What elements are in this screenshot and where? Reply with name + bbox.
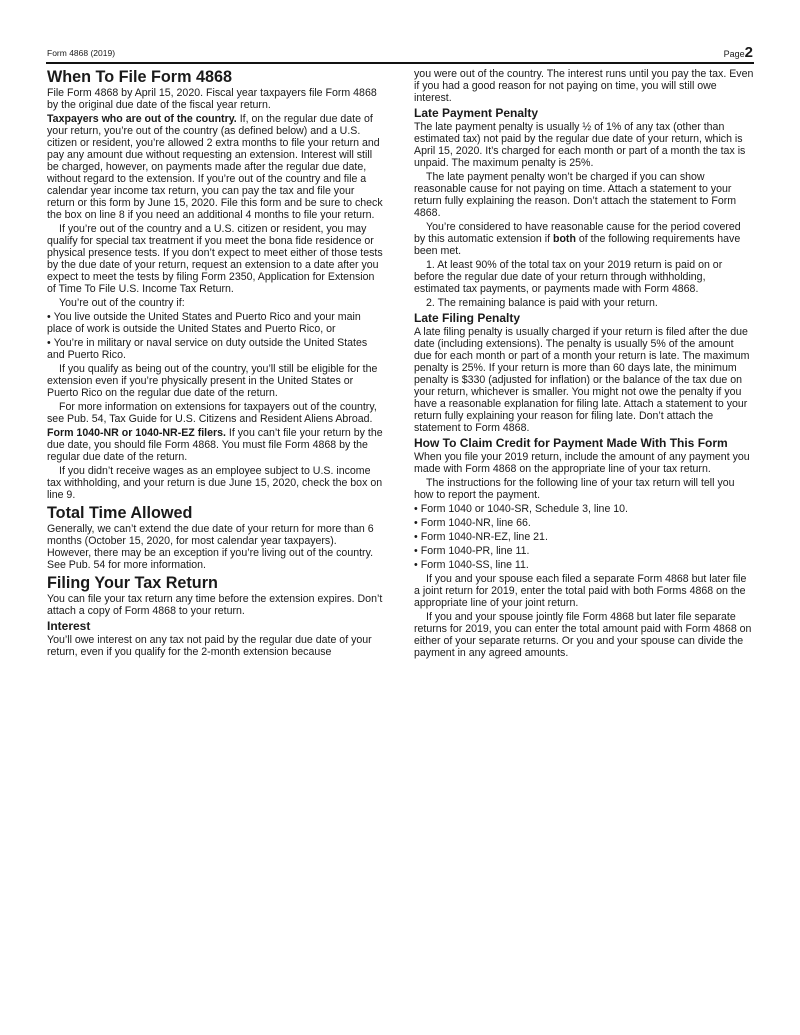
paragraph: you were out of the country. The interest runs until you pay the tax. Even if you had a good reason for not paying on time, you will still owe interest. bbox=[414, 68, 754, 104]
bullet-item: • You’re in military or naval service on duty outside the United States and Puerto Rico. bbox=[47, 337, 383, 361]
paragraph: If you and your spouse jointly file Form 4868 but later file separate returns for 2019, you can enter the total amount paid with Form 4868 on either of your separate returns. Or you and your spouse can divide the payment in any agreed amounts. bbox=[414, 611, 752, 659]
paragraph: If you qualify as being out of the country, you’ll still be eligible for the extension even if you’re physically present in the United States or Puerto Rico on the regular due date of the return. bbox=[47, 363, 378, 399]
subsection-title-interest: Interest bbox=[47, 619, 91, 633]
form-label: Form 4868 (2019) bbox=[47, 48, 116, 58]
paragraph: You’re out of the country if: bbox=[59, 297, 185, 309]
subsection-title-late-filing: Late Filing Penalty bbox=[414, 311, 521, 325]
paragraph: The late payment penalty is usually ½ of 1% of any tax (other than estimated tax) not paid by the regular due date of your return, which is April 15, 2020. It’s charged for each month or part of a month the tax is unpaid. The maximum penalty is 25%. bbox=[414, 121, 746, 169]
bullet-item: • Form 1040-NR, line 66. bbox=[414, 517, 754, 529]
bullet-item: • Form 1040-PR, line 11. bbox=[414, 545, 754, 557]
paragraph-text: If you can’t file your return by the due date, you should file Form 4868. You must file Form 4868 by the regular due date of the return. bbox=[47, 427, 383, 463]
paragraph-text: You’re considered to have reasonable cause for the period covered by this automatic extension if bbox=[414, 221, 741, 245]
paragraph: The instructions for the following line of your tax return will tell you how to report the payment. bbox=[414, 477, 735, 501]
paragraph: File Form 4868 by April 15, 2020. Fiscal year taxpayers file Form 4868 by the original due date of the fiscal year return. bbox=[47, 87, 377, 111]
paragraph: You can file your tax return any time before the extension expires. Don’t attach a copy of Form 4868 to your return. bbox=[47, 593, 383, 617]
section-title-total-time: Total Time Allowed bbox=[47, 504, 193, 522]
run-in-heading: Taxpayers who are out of the country. bbox=[47, 113, 237, 125]
paragraph bbox=[414, 221, 754, 257]
paragraph bbox=[47, 113, 383, 221]
paragraph: If you didn’t receive wages as an employee subject to U.S. income tax withholding, and your return is due June 15, 2020, check the box on line 9. bbox=[47, 465, 383, 501]
bullet-item: • Form 1040-NR-EZ, line 21. bbox=[414, 531, 754, 543]
page-word: Page bbox=[723, 49, 745, 59]
left-column bbox=[47, 68, 383, 660]
paragraph: For more information on extensions for taxpayers out of the country, see Pub. 54, Tax Guide for U.S. Citizens and Resident Aliens Abroad. bbox=[47, 401, 377, 425]
bullet-item: • You live outside the United States and Puerto Rico and your main place of work is outside the United States and Puerto Rico, or bbox=[47, 311, 383, 335]
requirement-item: 2. The remaining balance is paid with your return. bbox=[426, 297, 658, 309]
run-in-heading: Form 1040-NR or 1040-NR-EZ filers. bbox=[47, 427, 226, 439]
bullet-item: • Form 1040 or 1040-SR, Schedule 3, line 10. bbox=[414, 503, 754, 515]
subsection-title-claim-credit: How To Claim Credit for Payment Made With This Form bbox=[414, 436, 728, 450]
right-column bbox=[414, 68, 754, 661]
bullet-item: • Form 1040-SS, line 11. bbox=[414, 559, 754, 571]
header-rule bbox=[46, 62, 754, 64]
paragraph-text: of the following requirements have been met. bbox=[414, 233, 741, 257]
requirement-item: 1. At least 90% of the total tax on your 2019 return is paid on or before the regular due date of your return through withholding, estimated tax payments, or payments made with Form 4868. bbox=[414, 259, 723, 295]
subsection-title-late-payment: Late Payment Penalty bbox=[414, 106, 539, 120]
paragraph-text: If, on the regular due date of your return, you’re out of the country (as defined below) and a U.S. citizen or resident, you’re allowed 2 extra months to file your return and pay any amount due without requesting an extension. Interest will still be charged, however, on payments made after the regular due date, without regard to the extension. If you’re out of the country and file a calendar year income tax return, you can pay the tax and file your return or this form by June 15, 2020. File this form and be sure to check the box on line 8 if you need an additional 4 months to file your return. bbox=[47, 113, 383, 221]
section-title-when-to-file: When To File Form 4868 bbox=[47, 68, 232, 86]
page-header bbox=[47, 44, 753, 62]
paragraph: When you file your 2019 return, include the amount of any payment you made with Form 4868 on the appropriate line of your tax return. bbox=[414, 451, 750, 475]
paragraph: A late filing penalty is usually charged if your return is filed after the due date (including extensions). The penalty is usually 5% of the amount due for each month or part of a month your return is late. The maximum penalty is 25%. If your return is more than 60 days late, the minimum penalty is $330 (adjusted for inflation) or the balance of the tax due on your return, whichever is smaller. You might not owe the penalty if you have a reasonable explanation for filing late. Attach a statement to your return fully explaining your reason for filing late. Don’t attach the statement to Form 4868. bbox=[414, 326, 750, 434]
paragraph: The late payment penalty won’t be charged if you can show reasonable cause for not paying on time. Attach a statement to your return fully explaining the reason. Don’t attach the statement to Form 4868. bbox=[414, 171, 737, 219]
paragraph: Generally, we can’t extend the due date of your return for more than 6 months (October 15, 2020, for most calendar year taxpayers). However, there may be an exception if you’re living out of the country. See Pub. 54 for more information. bbox=[47, 523, 374, 571]
page-number-label bbox=[724, 44, 753, 61]
paragraph: If you and your spouse each filed a separate Form 4868 but later file a joint return for 2019, enter the total paid with both Forms 4868 on the appropriate line of your joint return. bbox=[414, 573, 747, 609]
section-title-filing-return: Filing Your Tax Return bbox=[47, 574, 218, 592]
paragraph bbox=[47, 427, 383, 463]
paragraph: If you’re out of the country and a U.S. citizen or resident, you may qualify for special tax treatment if you meet the bona fide residence or physical presence tests. If you don’t expect to meet either of those tests by the due date of your return, request an extension to a date after you expect to meet the tests by filing Form 2350, Application for Extension of Time To File U.S. Income Tax Return. bbox=[47, 223, 383, 295]
paragraph: You’ll owe interest on any tax not paid by the regular due date of your return, even if you qualify for the 2-month extension because bbox=[47, 634, 372, 658]
page-number: 2 bbox=[744, 44, 753, 61]
emphasis: both bbox=[552, 233, 576, 245]
